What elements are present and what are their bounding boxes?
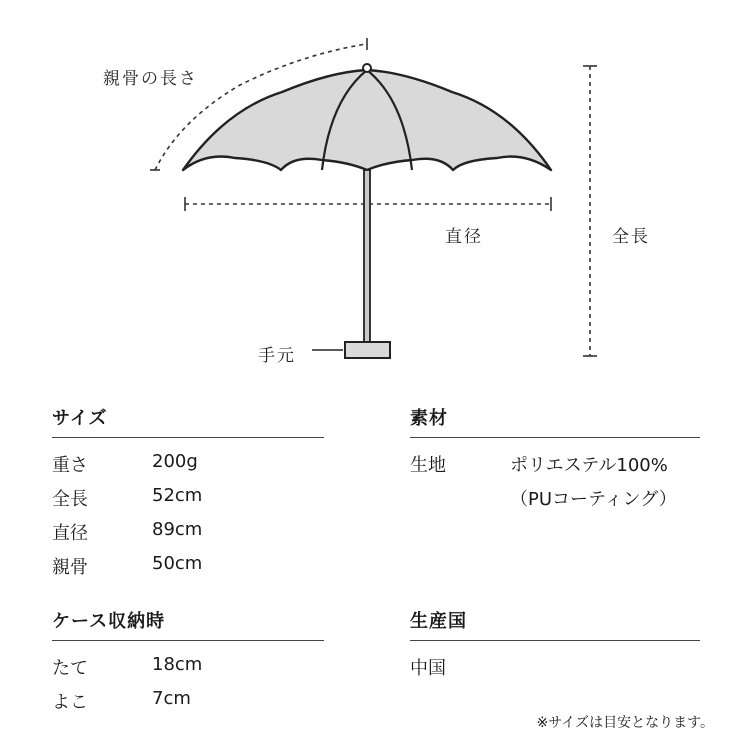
size-disclaimer: ※サイズは目安となります。	[536, 715, 714, 731]
diameter-label: 直径	[445, 227, 483, 247]
umbrella-shaft	[364, 170, 370, 342]
material-title: 素材	[410, 408, 448, 429]
handle-label: 手元	[258, 346, 296, 366]
size-key: 重さ	[52, 455, 88, 476]
size-value: 89cm	[152, 519, 203, 540]
material-key: 生地	[410, 455, 446, 476]
umbrella-canopy	[183, 70, 551, 170]
material-divider	[410, 437, 700, 438]
size-divider	[52, 437, 324, 438]
size-value: 52cm	[152, 485, 203, 506]
material-section	[410, 404, 448, 430]
rib-length-label: 親骨の長さ	[103, 69, 198, 89]
case-section	[52, 607, 165, 633]
size-key: 全長	[52, 489, 88, 510]
origin-value: 中国	[410, 658, 446, 679]
umbrella-handle	[345, 342, 390, 358]
case-value: 7cm	[152, 688, 191, 709]
case-divider	[52, 640, 324, 641]
origin-section	[410, 607, 467, 633]
total-length-label: 全長	[612, 227, 650, 247]
case-value: 18cm	[152, 654, 203, 675]
size-section	[52, 404, 108, 430]
origin-divider	[410, 640, 700, 641]
case-key: よこ	[52, 692, 88, 713]
material-value-note: （PUコーティング）	[510, 489, 677, 510]
case-title: ケース収納時	[52, 611, 166, 632]
origin-title: 生産国	[410, 611, 467, 632]
material-value: ポリエステル100%	[510, 455, 668, 476]
size-value: 50cm	[152, 553, 203, 574]
case-key: たて	[52, 658, 88, 679]
size-key: 親骨	[52, 557, 88, 578]
size-title: サイズ	[52, 408, 108, 429]
size-key: 直径	[52, 523, 88, 544]
size-value: 200g	[152, 451, 198, 472]
